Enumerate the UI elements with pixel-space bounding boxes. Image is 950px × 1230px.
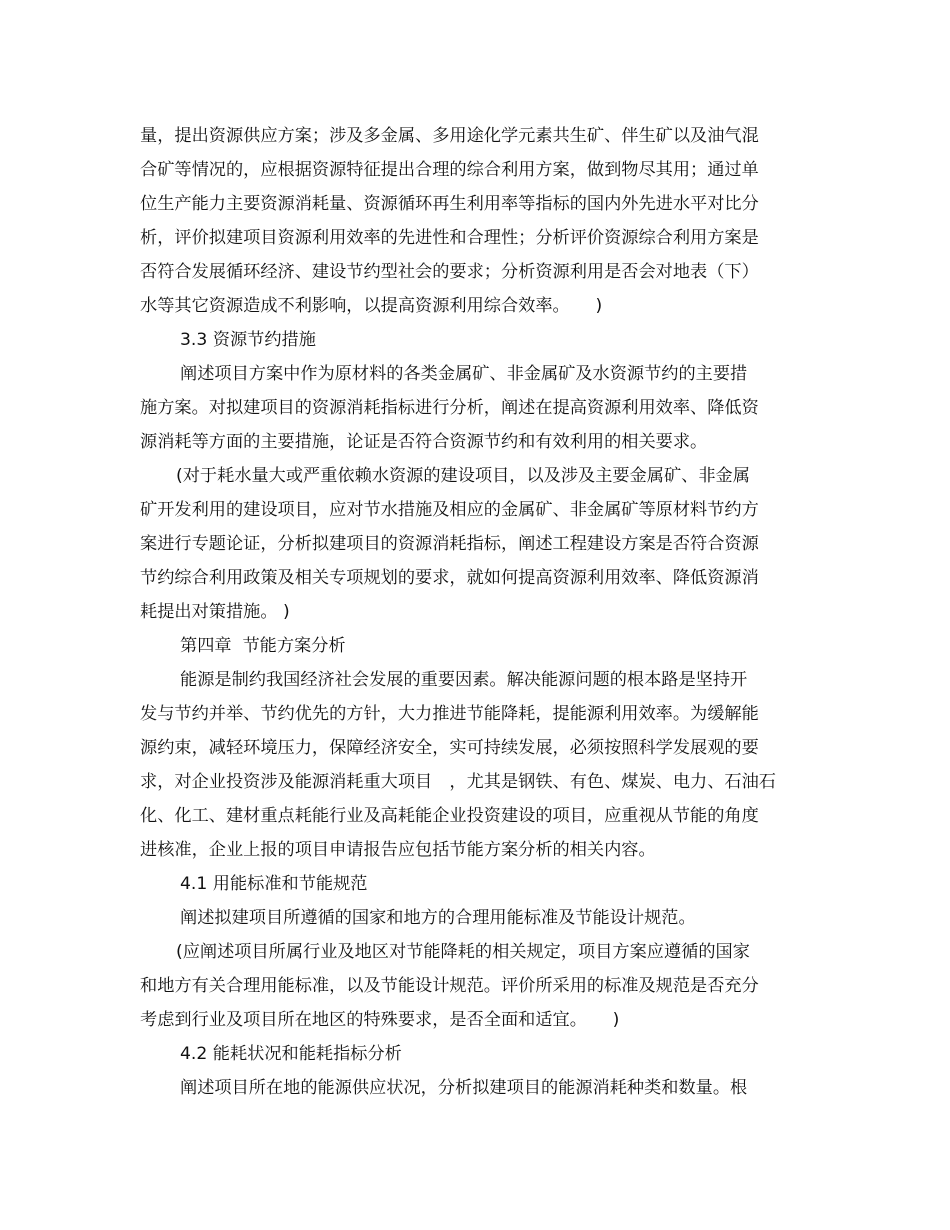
body-text-line: 考虑到行业及项目所在地区的特殊要求，是否全面和适宜。 ) <box>140 1010 620 1030</box>
body-text-line: (对于耗水量大或严重依赖水资源的建设项目，以及涉及主要金属矿、非金属 <box>176 466 750 486</box>
body-text-line: 阐述项目所在地的能源供应状况，分析拟建项目的能源消耗种类和数量。根 <box>180 1078 748 1098</box>
body-text-line: 位生产能力主要资源消耗量、资源循环再生利用率等指标的国内外先进水平对比分 <box>140 194 759 214</box>
body-text-line: 合矿等情况的，应根据资源特征提出合理的综合利用方案，做到物尽其用；通过单 <box>140 160 759 180</box>
body-text-line: 案进行专题论证，分析拟建项目的资源消耗指标，阐述工程建设方案是否符合资源 <box>140 534 759 554</box>
body-text-line: 阐述拟建项目所遵循的国家和地方的合理用能标准及节能设计规范。 <box>180 908 696 928</box>
section-heading: 4.1 用能标准和节能规范 <box>180 874 368 894</box>
section-heading: 3.3 资源节约措施 <box>180 330 316 350</box>
body-text-line: 进核准，企业上报的项目申请报告应包括节能方案分析的相关内容。 <box>140 840 656 860</box>
body-text-line: 源约束，减轻环境压力，保障经济安全，实可持续发展，必须按照科学发展观的要 <box>140 738 759 758</box>
body-text-line: 阐述项目方案中作为原材料的各类金属矿、非金属矿及水资源节约的主要措 <box>180 364 748 384</box>
body-text-line: 量，提出资源供应方案；涉及多金属、多用途化学元素共生矿、伴生矿以及油气混 <box>140 126 759 146</box>
body-text-line: 能源是制约我国经济社会发展的重要因素。解决能源问题的根本路是坚持开 <box>180 670 748 690</box>
chapter-heading: 第四章 节能方案分析 <box>180 636 346 656</box>
body-text-line: 发与节约并举、节约优先的方针，大力推进节能降耗，提能源利用效率。为缓解能 <box>140 704 759 724</box>
body-text-line: 析，评价拟建项目资源利用效率的先进性和合理性；分析评价资源综合利用方案是 <box>140 228 759 248</box>
body-text-line: 化、化工、建材重点耗能行业及高耗能企业投资建设的项目，应重视从节能的角度 <box>140 806 759 826</box>
body-text-line: 耗提出对策措施。 ) <box>140 602 290 622</box>
body-text-line: 和地方有关合理用能标准，以及节能设计规范。评价所采用的标准及规范是否充分 <box>140 976 759 996</box>
body-text-line: 施方案。对拟建项目的资源消耗指标进行分析，阐述在提高资源利用效率、降低资 <box>140 398 759 418</box>
body-text-line: 求，对企业投资涉及能源消耗重大项目 ，尤其是钢铁、有色、煤炭、电力、石油石 <box>140 772 776 792</box>
body-text-line: 源消耗等方面的主要措施，论证是否符合资源节约和有效利用的相关要求。 <box>140 432 708 452</box>
body-text-line: 水等其它资源造成不利影响，以提高资源利用综合效率。 ) <box>140 296 603 316</box>
section-heading: 4.2 能耗状况和能耗指标分析 <box>180 1044 402 1064</box>
body-text-line: 矿开发利用的建设项目，应对节水措施及相应的金属矿、非金属矿等原材料节约方 <box>140 500 759 520</box>
body-text-line: 节约综合利用政策及相关专项规划的要求，就如何提高资源利用效率、降低资源消 <box>140 568 759 588</box>
body-text-line: (应阐述项目所属行业及地区对节能降耗的相关规定，项目方案应遵循的国家 <box>176 942 750 962</box>
body-text-line: 否符合发展循环经济、建设节约型社会的要求；分析资源利用是否会对地表（下） <box>140 262 759 282</box>
